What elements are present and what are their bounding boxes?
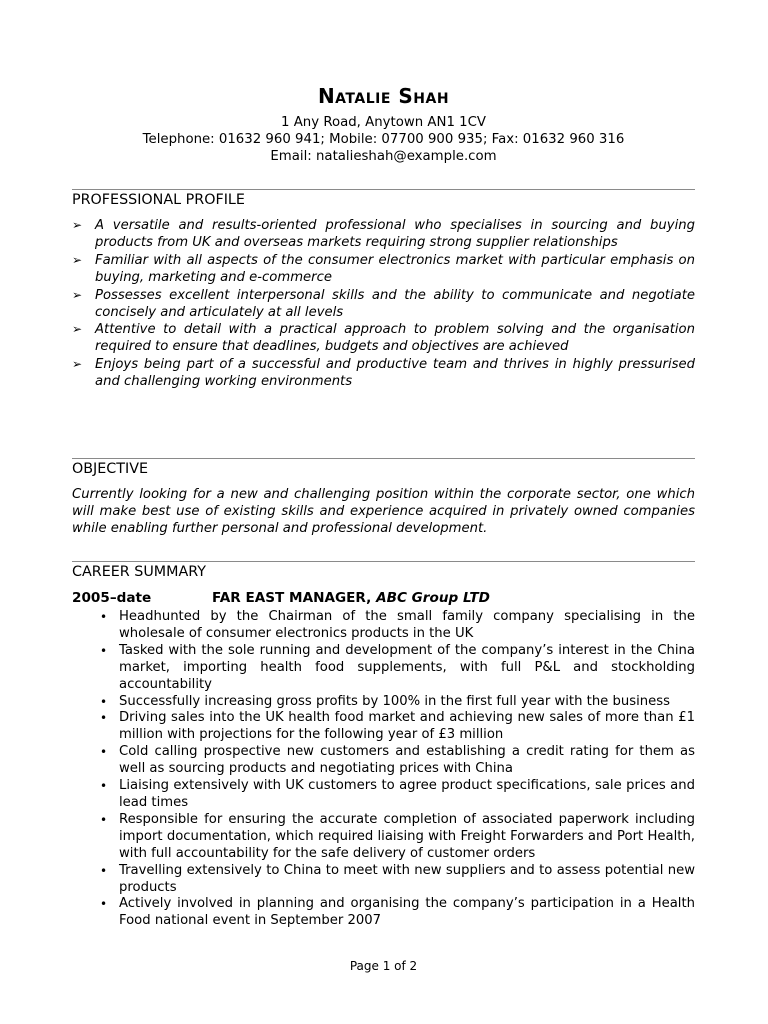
list-item xyxy=(72,643,695,694)
bullet-icon: • xyxy=(100,711,108,726)
arrow-bullet-icon: ➢ xyxy=(72,357,83,372)
arrow-bullet-icon: ➢ xyxy=(72,218,83,232)
list-item-text: Attentive to detail with a practical approach to problem solving and the organisation required to ensure that deadlines, budgets and objectives are achieved xyxy=(95,322,695,355)
list-item xyxy=(72,356,695,390)
bullet-icon: • xyxy=(100,812,108,827)
bullet-icon: • xyxy=(100,863,108,878)
bullet-icon: • xyxy=(100,745,108,760)
job-line xyxy=(72,589,695,607)
career-heading xyxy=(72,561,695,581)
list-item xyxy=(72,609,695,643)
bullet-icon: • xyxy=(100,643,108,658)
list-item xyxy=(72,694,695,711)
list-item xyxy=(72,744,695,778)
list-item xyxy=(72,252,695,286)
arrow-bullet-icon: ➢ xyxy=(72,287,83,302)
list-item-text: Enjoys being part of a successful and productive team and thrives in highly pressurised and challenging working environments xyxy=(95,357,695,390)
list-item xyxy=(72,863,695,897)
list-item-text: Responsible for ensuring the accurate completion of associated paperwork including import documentation, which required liaising with Freight Forwarders and Port Health, with full accountability for the safe delivery of customer orders xyxy=(119,811,695,861)
list-item xyxy=(72,321,695,355)
profile-heading-text: PROFESSIONAL PROFILE xyxy=(72,192,245,208)
profile-heading xyxy=(72,189,695,209)
email: Email: natalieshah@example.com xyxy=(270,149,497,164)
list-item-text: A versatile and results-oriented professional who specialises in sourcing and buying products from UK and overseas markets requiring strong supplier relationships xyxy=(95,218,695,251)
bullet-icon: • xyxy=(100,779,108,794)
list-item-text: Possesses excellent interpersonal skills and the ability to communicate and negotiate concisely and articulately at all levels xyxy=(95,287,695,320)
list-item xyxy=(72,896,695,930)
list-item xyxy=(72,217,695,251)
objective-heading xyxy=(72,458,695,478)
list-item-text: Cold calling prospective new customers and establishing a credit rating for them as well as sourcing products and negotiating prices with China xyxy=(119,744,695,777)
address: 1 Any Road, Anytown AN1 1CV xyxy=(281,115,486,130)
list-item xyxy=(72,778,695,812)
job-title: FAR EAST MANAGER, xyxy=(212,590,377,606)
arrow-bullet-icon: ➢ xyxy=(72,322,83,337)
list-item-text: Travelling extensively to China to meet with new suppliers and to assess potential new products xyxy=(119,862,695,895)
list-item xyxy=(72,287,695,321)
career-list xyxy=(72,609,695,930)
list-item-text: Liaising extensively with UK customers to agree product specifications, sale prices and lead times xyxy=(119,778,695,810)
bullet-icon: • xyxy=(100,897,108,912)
bullet-icon: • xyxy=(100,694,108,709)
list-item-text: Successfully increasing gross profits by 100% in the first full year with the business xyxy=(119,693,670,709)
career-heading-text: CAREER SUMMARY xyxy=(72,564,206,580)
job-date: 2005–date xyxy=(72,590,152,606)
list-item-text: Familiar with all aspects of the consumer electronics market with particular emphasis on buying, marketing and e-commerce xyxy=(95,252,695,285)
objective-heading-text: OBJECTIVE xyxy=(72,461,149,477)
list-item-text: Headhunted by the Chairman of the small family company specialising in the wholesale of consumer electronics products in the UK xyxy=(119,609,695,641)
list-item-text: Driving sales into the UK health food market and achieving new sales of more than £1 million with projections for the following year of £3 million xyxy=(119,710,695,743)
candidate-name: Natalie Shah xyxy=(317,84,450,108)
objective-text: Currently looking for a new and challenging position within the corporate sector, one which will make best use of existing skills and experience acquired in privately owned companies while enabling further personal and professional development. xyxy=(72,487,695,536)
bullet-icon: • xyxy=(100,610,108,624)
job-company: ABC Group LTD xyxy=(376,590,490,606)
profile-list xyxy=(72,217,695,391)
arrow-bullet-icon: ➢ xyxy=(72,252,83,267)
list-item xyxy=(72,812,695,863)
list-item-text: Actively involved in planning and organising the company’s participation in a Health Food national event in September 2007 xyxy=(119,896,695,929)
list-item xyxy=(72,710,695,744)
phone-numbers: Telephone: 01632 960 941; Mobile: 07700 900 935; Fax: 01632 960 316 xyxy=(142,132,625,147)
page-number: Page 1 of 2 xyxy=(349,959,418,973)
list-item-text: Tasked with the sole running and development of the company’s interest in the China market, importing health food supplements, with full P&L and stockholding accountability xyxy=(119,642,695,692)
